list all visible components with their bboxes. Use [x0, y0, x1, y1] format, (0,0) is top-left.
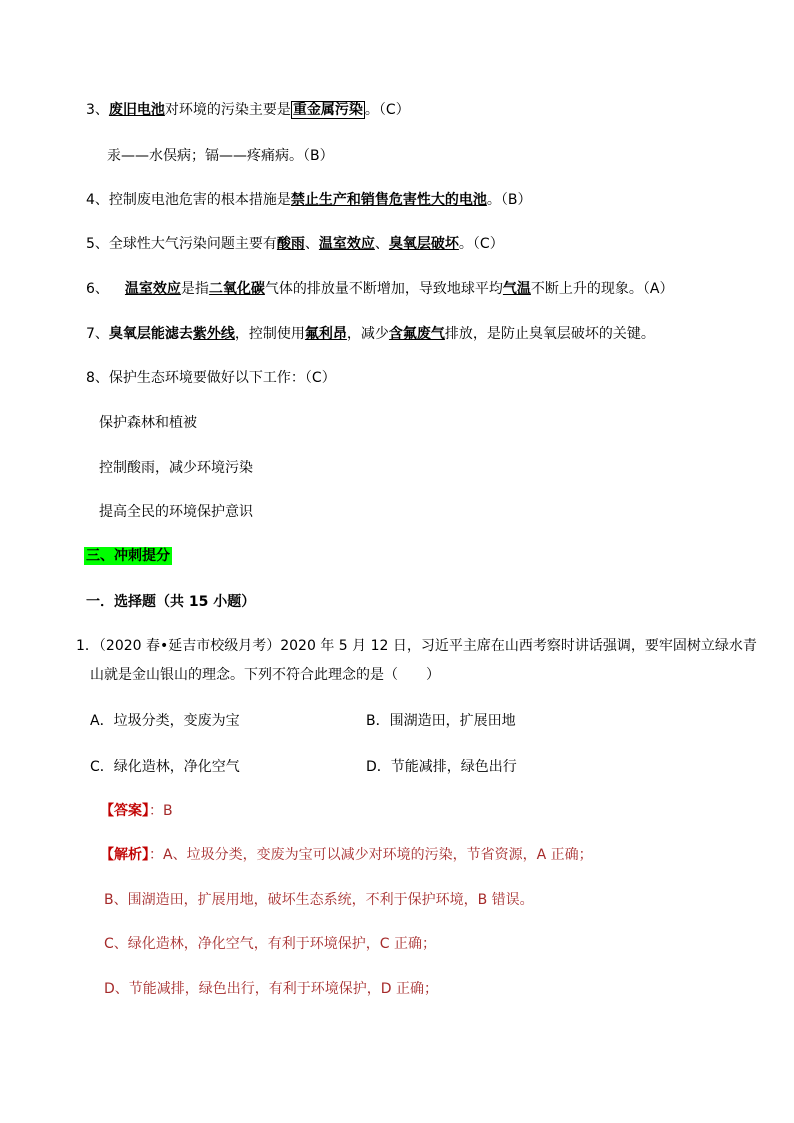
boxed-keyword: 重金属污染 [292, 102, 363, 118]
analysis-line-c: C、绿化造林，净化空气，有利于环境保护，C 正确； [104, 936, 436, 952]
item-3 [86, 100, 410, 120]
section-heading-text: 三、冲刺提分 [86, 548, 170, 564]
item-answer: 。（C） [458, 236, 504, 252]
item-4 [86, 190, 532, 210]
item-text: 是指 [180, 281, 209, 297]
analysis-text: ：A、垃圾分类，变废为宝可以减少对环境的污染，节省资源，A 正确； [149, 847, 593, 863]
option-b: B．围湖造田，扩展田地 [366, 713, 516, 729]
item-answer: 。（C） [364, 102, 410, 118]
item-7 [86, 324, 655, 344]
keyword: 臭氧层破坏 [388, 236, 459, 252]
keyword: 废旧电池 [108, 102, 165, 118]
keyword: 氟利昂 [304, 326, 347, 342]
question-stem-line-2: 山就是金山银山的理念。下列不符合此理念的是（ ） [90, 667, 440, 683]
item-number: 5、 [86, 236, 109, 252]
item-answer: 。（B） [486, 192, 532, 208]
keyword: 温室效应 [124, 281, 181, 297]
item-8-sub: 提高全民的环境保护意识 [99, 504, 253, 520]
keyword: 禁止生产和销售危害性大的电池 [290, 192, 487, 208]
item-text: 气体的排放量不断增加，导致地球平均 [264, 281, 503, 297]
item-text: 、 [374, 236, 389, 252]
analysis-line-b: B、围湖造田，扩展用地，破坏生态系统，不利于保护环境，B 错误。 [104, 892, 534, 908]
keyword: 气温 [502, 281, 531, 297]
keyword: 酸雨 [276, 236, 305, 252]
item-number: 3、 [86, 102, 109, 118]
analysis-line-d: D、节能减排，绿色出行，有利于环境保护，D 正确； [104, 981, 439, 997]
item-6 [86, 279, 674, 299]
item-text: 、 [304, 236, 319, 252]
item-number: 4、 [86, 192, 109, 208]
item-text: ，控制使用 [234, 326, 305, 342]
keyword: 温室效应 [318, 236, 375, 252]
item-text: 对环境的污染主要是 [164, 102, 291, 118]
item-number: 6、 [86, 281, 109, 297]
item-number: 7、 [86, 326, 109, 342]
answer-label: 【答案】 [100, 803, 149, 819]
item-text: 排放，是防止臭氧层破坏的关键。 [444, 326, 655, 342]
keyword: 紫外线 [192, 326, 235, 342]
item-text: ，减少 [346, 326, 389, 342]
part-heading: 一．选择题（共 15 小题） [86, 594, 256, 610]
option-d: D．节能减排，绿色出行 [366, 759, 517, 775]
item-text: 全球性大气污染问题主要有 [108, 236, 277, 252]
answer-line [100, 801, 173, 821]
item-8-sub: 控制酸雨，减少环境污染 [99, 460, 253, 476]
option-c: C．绿化造林，净化空气 [90, 759, 240, 775]
item-8-sub: 保护森林和植被 [99, 415, 197, 431]
keyword: 臭氧层能滤去 [108, 326, 193, 342]
item-8 [86, 368, 336, 388]
keyword: 二氧化碳 [208, 281, 265, 297]
section-heading [84, 546, 172, 566]
item-number: 8、 [86, 370, 109, 386]
keyword: 含氟废气 [388, 326, 445, 342]
question-stem-line-1: 1．（2020 春•延吉市校级月考）2020 年 5 月 12 日，习近平主席在山西考察时讲话强调，要牢固树立绿水青 [76, 638, 757, 654]
item-text: 控制废电池危害的根本措施是 [108, 192, 291, 208]
option-a: A．垃圾分类，变废为宝 [90, 713, 240, 729]
answer-value: ：B [149, 803, 173, 819]
item-3-sub: 汞——水俣病；镉——疼痛病。（B） [107, 148, 334, 164]
item-text: 保护生态环境要做好以下工作：（C） [108, 370, 336, 386]
analysis-line-a [100, 845, 593, 865]
item-5 [86, 234, 504, 254]
analysis-label: 【解析】 [100, 847, 149, 863]
item-text: 不断上升的现象。（A） [530, 281, 674, 297]
